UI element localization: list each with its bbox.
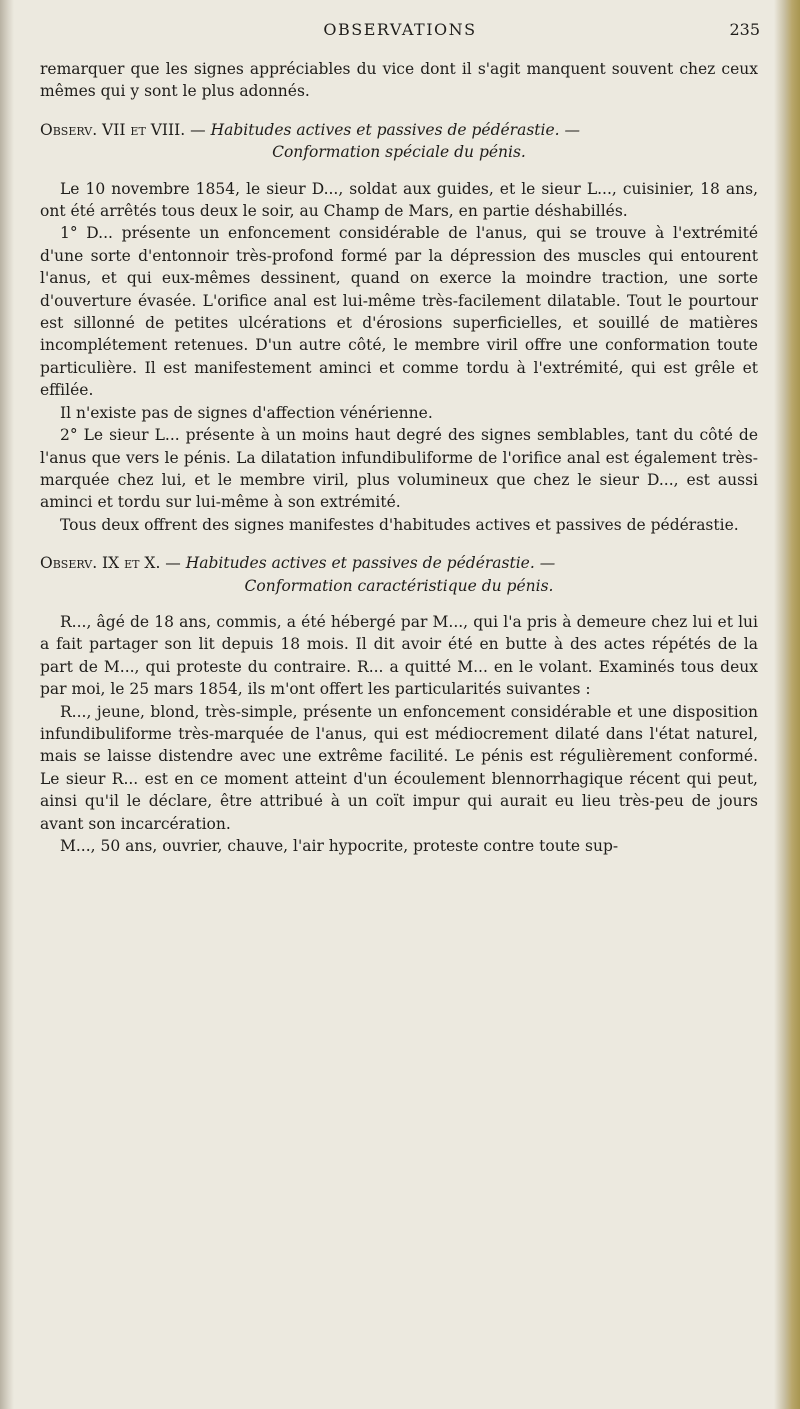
observation-heading <box>40 119 758 164</box>
observation-label: Observ. IX et X. — <box>40 554 181 573</box>
paragraph: Tous deux offrent des signes manifestes d'habitudes actives et passives de pédérastie. <box>60 515 739 534</box>
paragraph: remarquer que les signes appréciables du vice dont il s'agit manquent souvent chez ceux mêmes qui y sont le plus adonnés. <box>40 60 758 101</box>
observation-title: Habitudes actives et passives de pédérastie. — <box>185 554 556 573</box>
page-gutter-shadow <box>0 0 14 1409</box>
running-title: OBSERVATIONS <box>323 20 477 39</box>
page-edge <box>774 0 800 1409</box>
paragraph: Il n'existe pas de signes d'affection vénérienne. <box>60 403 433 422</box>
page-header <box>40 20 760 42</box>
paragraph: R..., âgé de 18 ans, commis, a été hébergé par M..., qui l'a pris à demeure chez lui et lui a fait partager son lit depuis 18 mois. Il dit avoir été en butte à des actes répétés de la part de M..., qui proteste du contraire. R... a quitté M... en le volant. Examinés tous deux par moi, le 25 mars 1854, ils m'ont offert les particularités suivantes : <box>40 612 758 699</box>
paragraph: 2° Le sieur L... présente à un moins haut degré des signes semblables, tant du côté de l'anus que vers le pénis. La dilatation infundibuliforme de l'orifice anal est également très-marquée chez lui, et le membre viril, plus volumineux que chez le sieur D..., est aussi aminci et tordu sur lui-même à son extrémité. <box>40 426 758 512</box>
observation-title: Habitudes actives et passives de pédérastie. — <box>210 120 581 139</box>
observation-subtitle: Conformation spéciale du pénis. <box>272 143 526 162</box>
observation-subtitle: Conformation caractéristique du pénis. <box>244 576 554 595</box>
paragraph: R..., jeune, blond, très-simple, présente un enfoncement considérable et une disposition infundibuliforme très-marquée de l'anus, qui est médiocrement dilaté dans l'état naturel, mais se laisse distendre avec une extrême facilité. Le pénis est régulièrement conformé. Le sieur R... est en ce moment atteint d'un écoulement blennorrhagique récent qui peut, ainsi qu'il le déclare, être attribué à un coït impur qui aurait eu lieu très-peu de jours avant son incarcération. <box>40 702 758 833</box>
observation-heading <box>40 552 758 597</box>
page-number: 235 <box>729 20 760 39</box>
paragraph: Le 10 novembre 1854, le sieur D..., soldat aux guides, et le sieur L..., cuisinier, 18 ans, ont été arrêtés tous deux le soir, au Champ de Mars, en partie déshabillés. <box>40 179 758 221</box>
paragraph: 1° D... présente un enfoncement considérable de l'anus, qui se trouve à l'extrémité d'une sorte d'entonnoir très-profond formé par la dépression des muscles qui entourent l'anus, et qui eux-mêmes dessinent, quand on exerce la moindre traction, une sorte d'ouverture évasée. L'orifice anal est lui-même très-facilement dilatable. Tout le pourtour est sillonné de petites ulcérations et d'érosions superficielles, et souillé de matières incomplétement retenues. D'un autre côté, le membre viril offre une conformation toute particulière. Il est manifestement aminci et comme tordu à l'extrémité, qui est grêle et effilée. <box>40 224 758 400</box>
body-text <box>40 58 758 857</box>
observation-label: Observ. VII et VIII. — <box>40 120 206 139</box>
paragraph: M..., 50 ans, ouvrier, chauve, l'air hypocrite, proteste contre toute sup- <box>60 837 619 855</box>
